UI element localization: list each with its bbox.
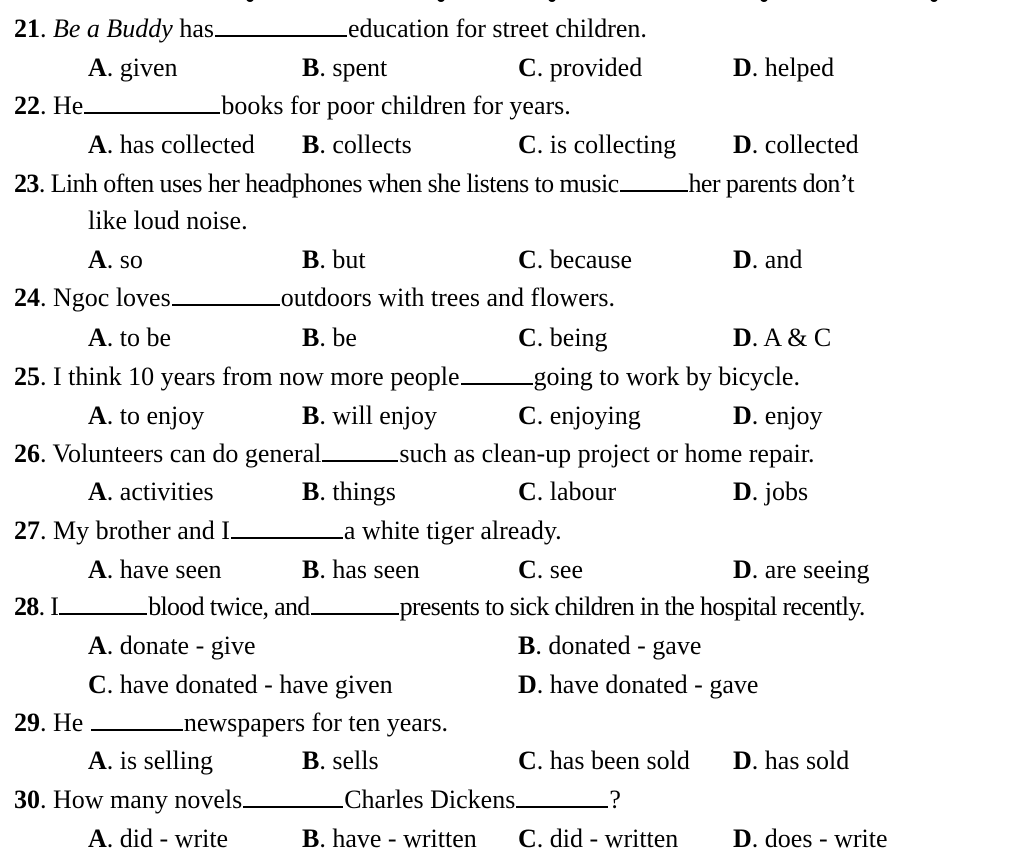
option-c: C. have donated - have given	[88, 670, 393, 699]
option-c: C. did - written	[518, 824, 679, 853]
cropped-glyph	[437, 0, 445, 2]
option-d: D. collected	[733, 130, 859, 159]
question-text: presents to sick children in the hospital recently.	[399, 592, 865, 621]
option-b: B. collects	[302, 130, 412, 159]
option-a: A. did - write	[88, 824, 229, 853]
question-text: He	[53, 91, 84, 120]
options-22	[0, 128, 1024, 162]
question-text: Charles Dickens	[344, 785, 516, 814]
cropped-glyph	[246, 0, 254, 2]
option-c: C. enjoying	[518, 401, 641, 430]
question-27: 27. My brother and I a white tiger already.	[14, 516, 562, 545]
question-number: 24	[14, 283, 40, 312]
option-b: B. things	[302, 477, 396, 506]
option-c: C. labour	[518, 477, 617, 506]
cropped-glyph	[760, 0, 768, 2]
answer-blank	[243, 784, 343, 808]
options-30	[0, 822, 1024, 856]
question-text: He	[53, 708, 84, 737]
question-21: 21. Be a Buddy has education for street children.	[14, 14, 647, 43]
answer-blank	[516, 784, 608, 808]
question-number: 22	[14, 91, 40, 120]
option-b: B. spent	[302, 53, 388, 82]
question-28: 28. I blood twice, and presents to sick children in the hospital recently.	[14, 592, 865, 621]
option-b: B. have - written	[302, 824, 477, 853]
options-29	[0, 744, 1024, 778]
question-text: her parents don’t	[688, 169, 855, 198]
option-a: A. to be	[88, 323, 172, 352]
option-c: C. see	[518, 555, 583, 584]
question-text: going to work by bicycle.	[533, 362, 800, 391]
option-c: C. provided	[518, 53, 643, 82]
question-text: I	[50, 592, 59, 621]
option-a: A. so	[88, 245, 143, 274]
options-28-row-2	[0, 668, 1024, 702]
question-number: 23	[14, 169, 39, 198]
question-29: 29. He newspapers for ten years.	[14, 708, 449, 737]
option-c: C. is collecting	[518, 130, 677, 159]
option-d: D. have donated - gave	[518, 670, 759, 699]
question-text: blood twice, and	[148, 592, 310, 621]
option-d: D. and	[733, 245, 803, 274]
question-text: My brother and I	[53, 516, 230, 545]
question-26: 26. Volunteers can do general such as clean-up project or home repair.	[14, 439, 815, 468]
answer-blank	[231, 515, 343, 539]
options-25	[0, 399, 1024, 433]
question-text: newspapers for ten years.	[183, 708, 449, 737]
organization-name: Be a Buddy	[53, 14, 173, 43]
option-a: A. activities	[88, 477, 214, 506]
question-text: books for poor children for years.	[221, 91, 571, 120]
question-23: 23. Linh often uses her headphones when she listens to music her parents don’t	[14, 169, 855, 198]
option-a: A. have seen	[88, 555, 222, 584]
options-23	[0, 243, 1024, 277]
option-d: D. enjoy	[733, 401, 823, 430]
question-number: 25	[14, 362, 40, 391]
question-25: 25. I think 10 years from now more people going to work by bicycle.	[14, 362, 800, 391]
answer-blank	[311, 591, 399, 615]
question-text: education for street children.	[348, 14, 647, 43]
option-a: A. has collected	[88, 130, 255, 159]
cropped-glyph	[548, 0, 556, 2]
option-b: B. has seen	[302, 555, 420, 584]
options-21	[0, 51, 1024, 85]
answer-blank	[620, 168, 688, 192]
answer-blank	[172, 282, 280, 306]
option-d: D. jobs	[733, 477, 809, 506]
option-a: A. is selling	[88, 746, 213, 775]
question-text: ?	[609, 785, 621, 814]
options-27	[0, 553, 1024, 587]
options-28-row-1	[0, 629, 1024, 663]
option-b: B. sells	[302, 746, 379, 775]
question-number: 21	[14, 14, 40, 43]
option-a: A. donate - give	[88, 631, 256, 660]
option-b: B. donated - gave	[518, 631, 702, 660]
question-22: 22. He books for poor children for years.	[14, 91, 571, 120]
answer-blank	[91, 707, 183, 731]
option-d: D. are seeing	[733, 555, 870, 584]
question-text: a white tiger already.	[343, 516, 562, 545]
question-text: Linh often uses her headphones when she listens to music	[50, 169, 619, 198]
option-a: A. to enjoy	[88, 401, 205, 430]
question-number: 30	[14, 785, 40, 814]
options-26	[0, 475, 1024, 509]
question-text: such as clean-up project or home repair.	[399, 439, 815, 468]
question-number: 27	[14, 516, 40, 545]
question-number: 29	[14, 708, 40, 737]
question-text: How many novels	[53, 785, 243, 814]
question-24: 24. Ngoc loves outdoors with trees and flowers.	[14, 283, 616, 312]
question-text: outdoors with trees and flowers.	[280, 283, 616, 312]
option-c: C. because	[518, 245, 633, 274]
option-d: D. helped	[733, 53, 835, 82]
answer-blank	[322, 438, 398, 462]
option-c: C. being	[518, 323, 608, 352]
option-b: B. but	[302, 245, 366, 274]
option-d: D. A & C	[733, 323, 832, 352]
question-text: Volunteers can do general	[52, 439, 322, 468]
option-d: D. has sold	[733, 746, 850, 775]
option-a: A. given	[88, 53, 178, 82]
option-c: C. has been sold	[518, 746, 690, 775]
option-d: D. does - write	[733, 824, 888, 853]
question-number: 26	[14, 439, 40, 468]
question-text: Ngoc loves	[53, 283, 171, 312]
question-number: 28	[14, 592, 39, 621]
option-b: B. will enjoy	[302, 401, 438, 430]
question-30: 30. How many novels Charles Dickens ?	[14, 785, 621, 814]
cropped-glyph	[930, 0, 938, 2]
options-24	[0, 321, 1024, 355]
question-text: I think 10 years from now more people	[53, 362, 460, 391]
answer-blank	[59, 591, 147, 615]
cropped-previous-line	[0, 0, 1024, 4]
option-b: B. be	[302, 323, 357, 352]
answer-blank	[84, 90, 220, 114]
answer-blank	[461, 361, 533, 385]
question-text: has	[179, 14, 215, 43]
answer-blank	[215, 13, 347, 37]
question-23-continued: like loud noise.	[88, 206, 248, 235]
